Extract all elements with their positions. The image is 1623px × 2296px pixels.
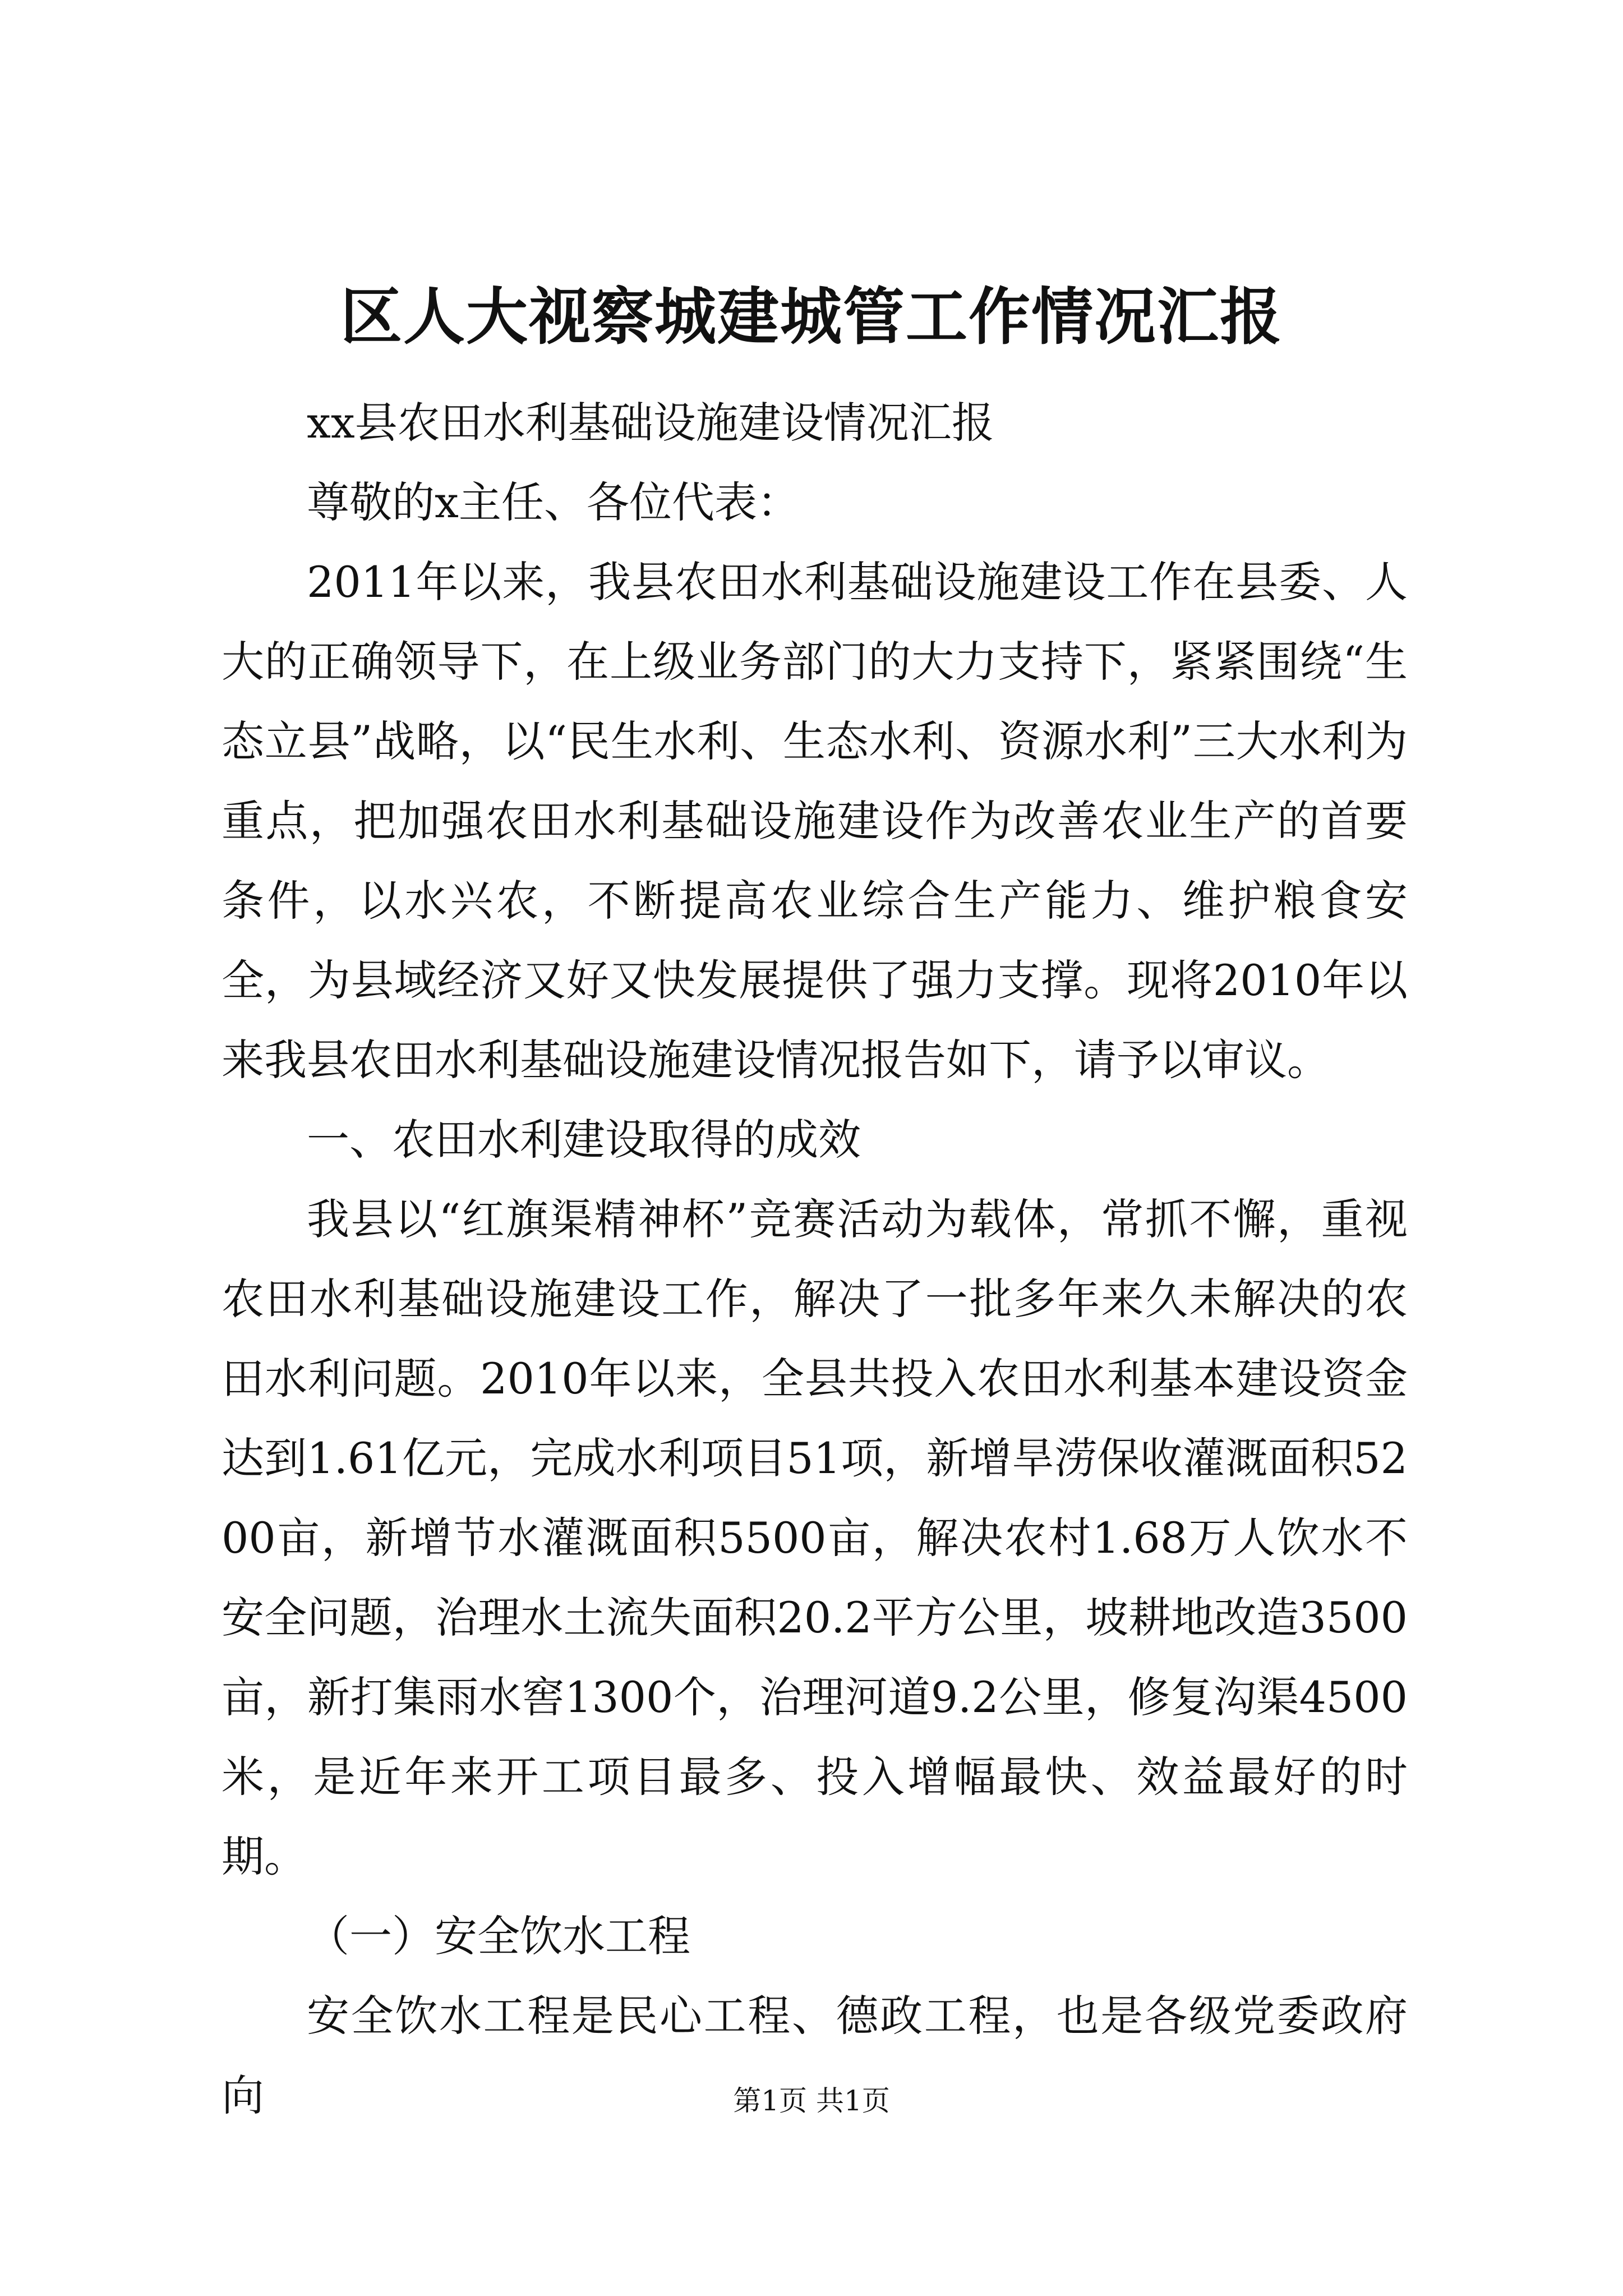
intro-paragraph: 2011年以来，我县农田水利基础设施建设工作在县委、人大的正确领导下，在上级业务部门的大力支持下，紧紧围绕“生态立县”战略，以“民生水利、生态水利、资源水利”三大水利为重点，把加强农田水利基础设施建设作为改善农业生产的首要条件，以水兴农，不断提高农业综合生产能力、维护粮食安全，为县域经济又好又快发展提供了强力支撑。现将2010年以来我县农田水利基础设施建设情况报告如下，请予以审议。 (222, 557, 1408, 1085)
subsection-heading: （一）安全饮水工程 (307, 1911, 690, 1961)
page-number-footer: 第1页 共1页 (733, 2085, 890, 2117)
water-safety-paragraph: 安全饮水工程是民心工程、德政工程，也是各级党委政府向 (222, 1991, 1408, 2120)
achievements-paragraph: 我县以“红旗渠精神杯”竞赛活动为载体，常抓不懈，重视农田水利基础设施建设工作，解决了一批多年来久未解决的农田水利问题。2010年以来，全县共投入农田水利基本建设资金达到1.61亿元，完成水利项目51项，新增旱涝保收灌溉面积5200亩，新增节水灌溉面积5500亩，解决农村1.68万人饮水不安全问题，治理水土流失面积20.2平方公里，坡耕地改造3500亩，新打集雨水窖1300个，治理河道9.2公里，修复沟渠4500米，是近年来开工项目最多、投入增幅最快、效益最好的时期。 (222, 1194, 1408, 1881)
report-heading: xx县农田水利基础设施建设情况汇报 (307, 398, 994, 448)
salutation: 尊敬的x主任、各位代表： (307, 477, 800, 527)
section-heading: 一、农田水利建设取得的成效 (307, 1115, 861, 1165)
document-body (222, 383, 1408, 2136)
document-title: 区人大视察城建城管工作情况汇报 (340, 280, 1283, 353)
